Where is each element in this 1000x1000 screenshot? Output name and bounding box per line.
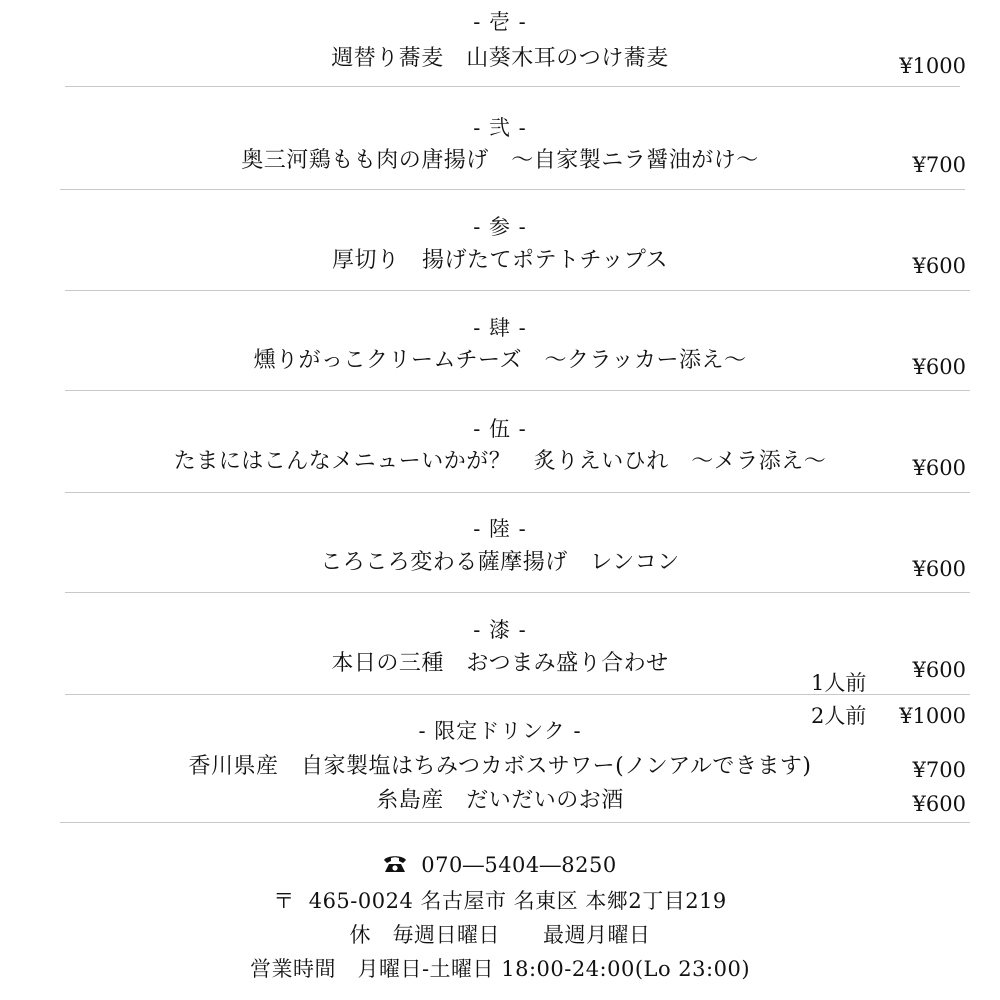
drink-name-1: 香川県産 自家製塩はちみつカボスサワー(ノンアルできます) [188,754,812,779]
item-name-3: 厚切り 揚げたてポテトチップス [332,248,668,273]
item-price-5: ¥600 [912,456,966,480]
drink-price-1: ¥700 [912,758,966,782]
item-price-7: ¥600 [912,658,966,682]
item-name-6: ころころ変わる薩摩揚げ レンコン [320,550,680,575]
item-price-4: ¥600 [912,355,966,379]
item-price-2: ¥700 [912,153,966,177]
item-number-3: - 参 - [473,215,527,239]
divider [60,822,970,823]
item-number-7: - 漆 - [473,618,527,642]
address-line [0,887,1000,915]
item-number-6: - 陸 - [473,517,527,541]
item-name-5: たまにはこんなメニューいかが？ 炙りえいひれ ～メラ添え～ [173,449,827,474]
telephone-icon [383,853,407,873]
item-number-5: - 伍 - [473,417,527,441]
item-name-1: 週替り蕎麦 山葵木耳のつけ蕎麦 [331,46,669,71]
item-price-3: ¥600 [912,254,966,278]
drink-name-2: 糸島産 だいだいのお酒 [376,788,624,813]
postal-mark: 〒 [273,889,295,913]
phone-number: 070―5404―8250 [421,853,617,877]
divider [60,189,965,190]
item-number-1: - 壱 - [473,10,527,34]
divider [65,290,970,291]
item-name-7: 本日の三種 おつまみ盛り合わせ [331,651,669,676]
item-number-4: - 肆 - [473,316,527,340]
address: 465-0024 名古屋市 名東区 本郷2丁目219 [308,889,727,913]
item-number-2: - 弐 - [473,116,527,140]
portion-price-2: ¥1000 [899,704,966,728]
divider [65,694,970,695]
drink-price-2: ¥600 [912,792,966,816]
item-price-1: ¥1000 [899,54,966,78]
portion-label-2: 2人前 [811,704,867,728]
divider [65,492,970,493]
divider [65,390,970,391]
item-price-6: ¥600 [912,557,966,581]
portion-label-1: 1人前 [811,671,867,695]
divider [65,86,960,87]
closed-days: 休 毎週日曜日 最週月曜日 [349,923,651,947]
business-hours: 営業時間 月曜日-土曜日 18:00-24:00(Lo 23:00) [249,957,751,981]
divider [65,592,970,593]
phone-line [0,851,1000,879]
item-name-4: 燻りがっこクリームチーズ ～クラッカー添え～ [253,348,747,373]
drinks-header: - 限定ドリンク - [418,719,582,743]
item-name-2: 奥三河鶏もも肉の唐揚げ ～自家製ニラ醤油がけ～ [241,148,759,173]
